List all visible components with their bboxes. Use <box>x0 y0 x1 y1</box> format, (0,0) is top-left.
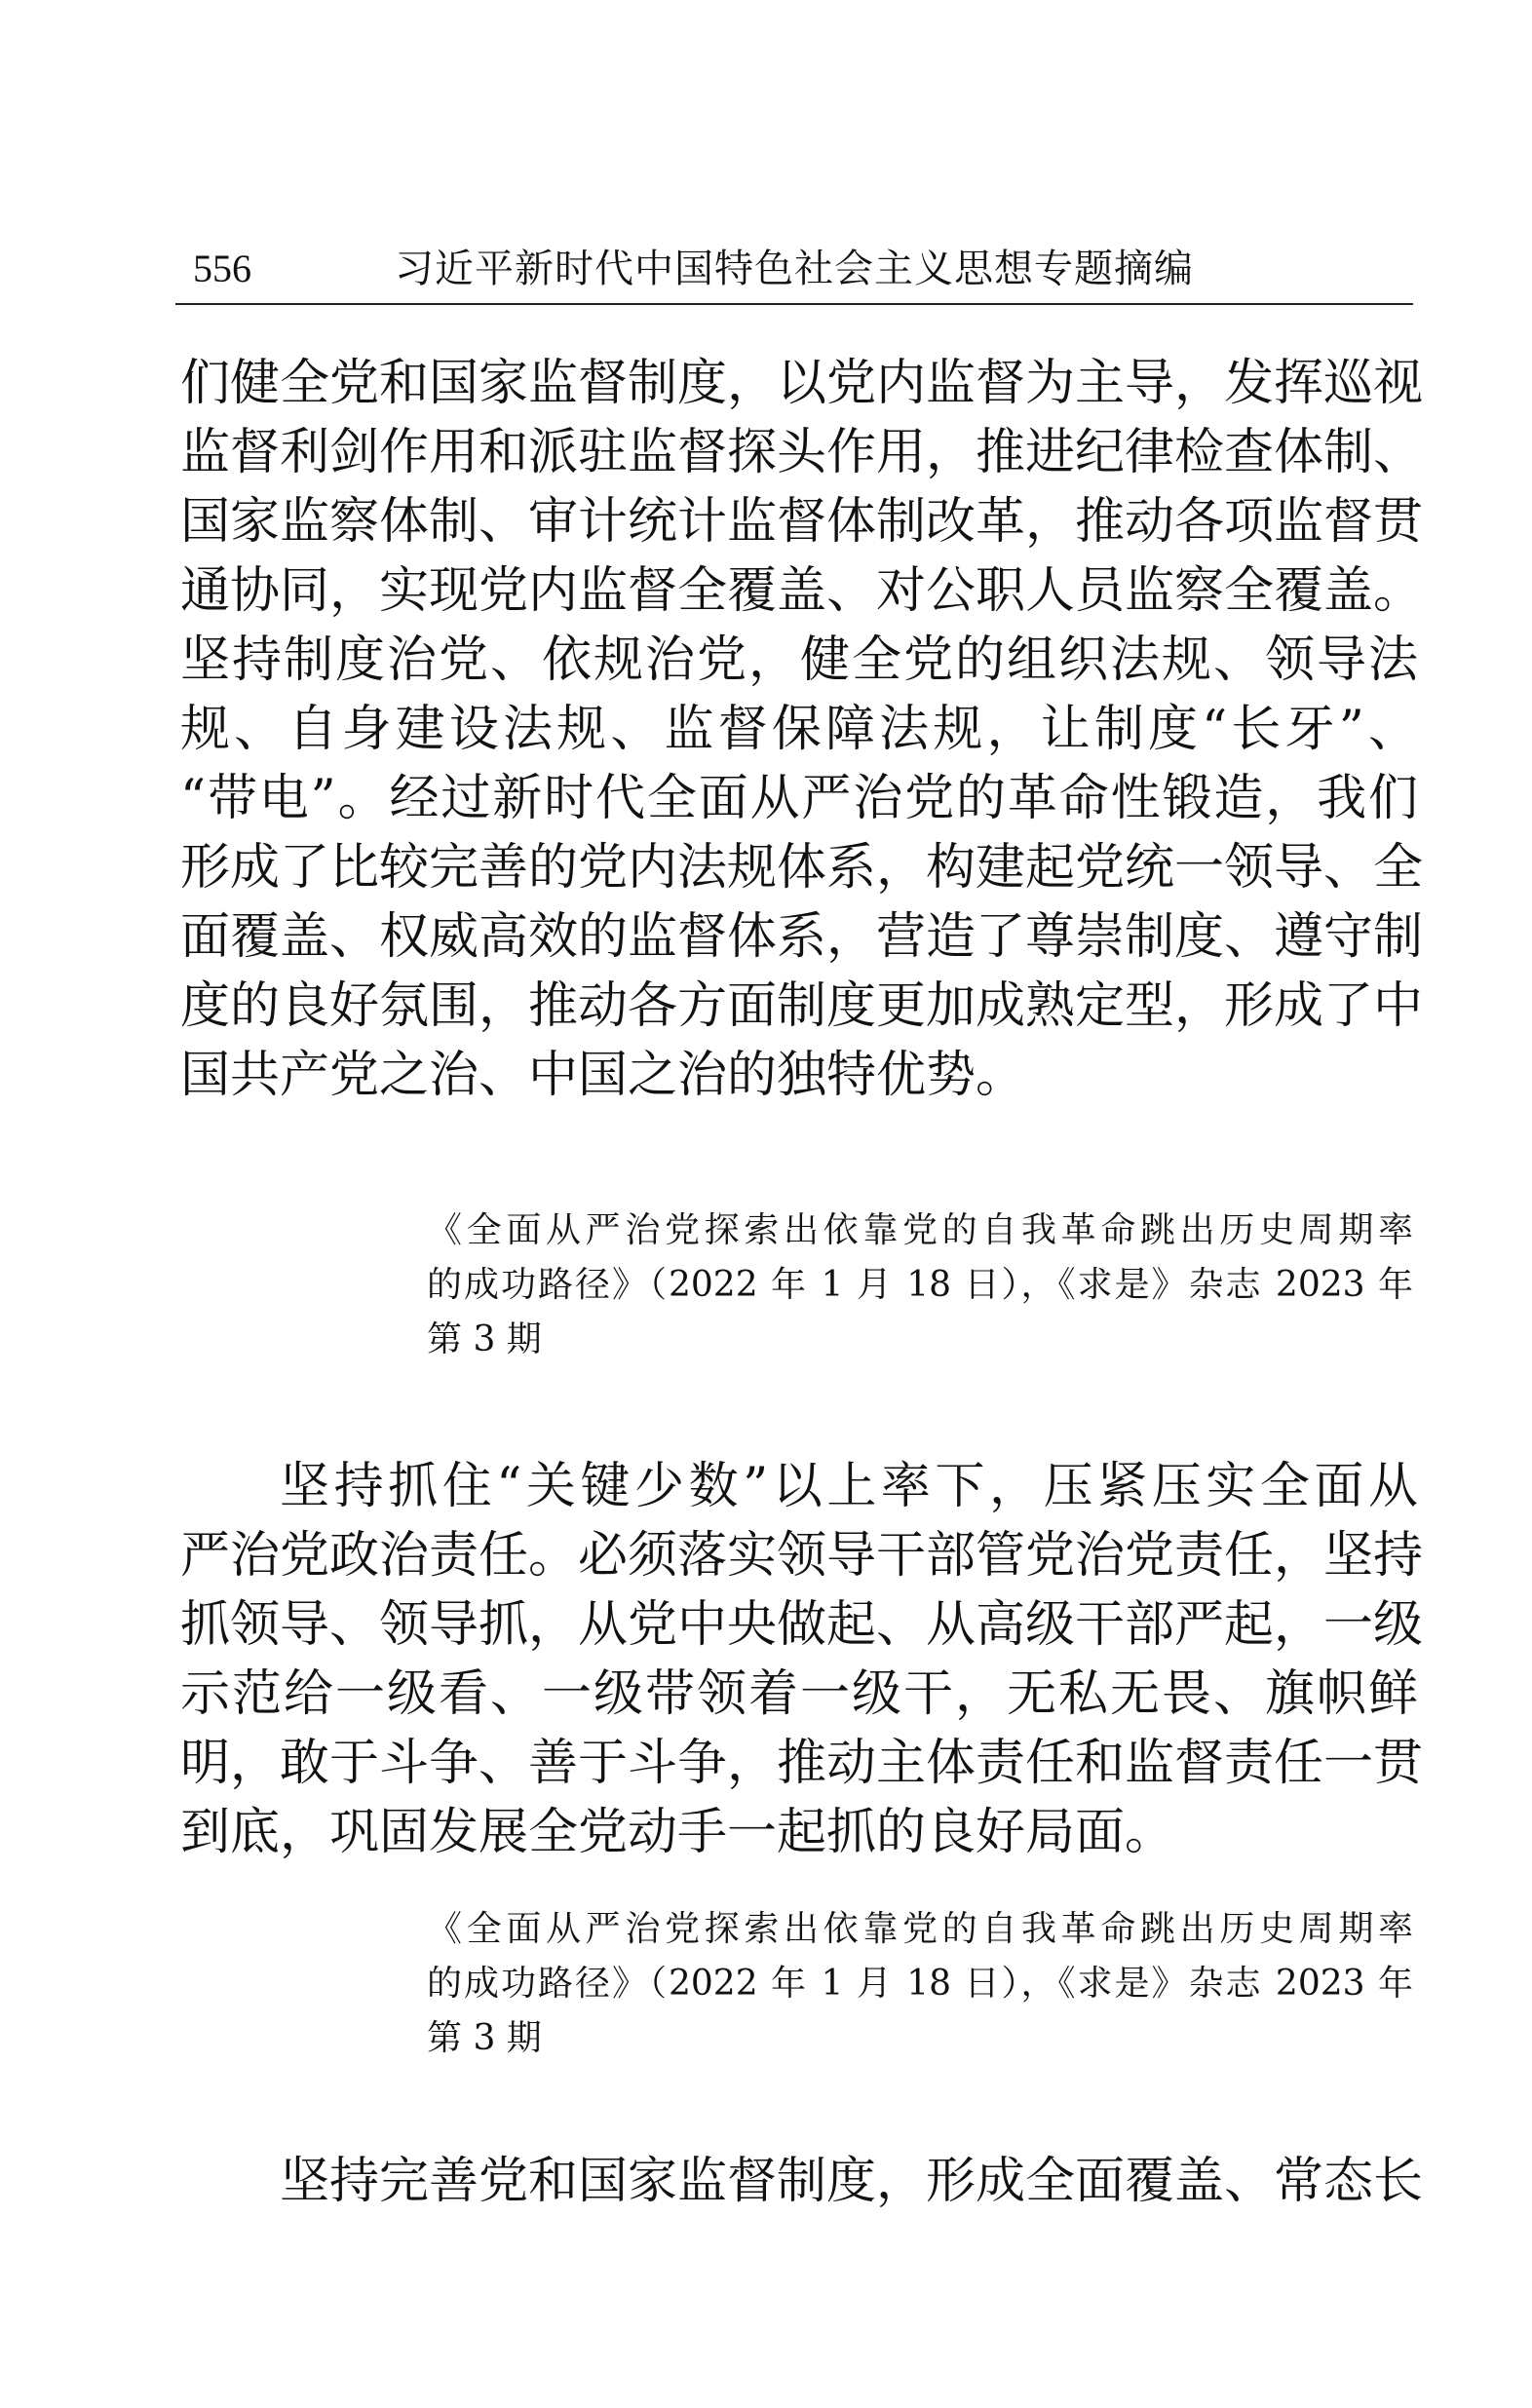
paragraph-3 <box>180 2147 1424 2216</box>
text-line: 严治党政治责任。必须落实领导干部管党治党责任，坚持 <box>180 1527 1424 1585</box>
source-citation-1 <box>427 1204 1413 1367</box>
citation-line: 的成功路径》（2022 年 1 月 18 日），《求是》杂志 2023 年 <box>427 1265 1413 1305</box>
text-line: 抓领导、领导抓，从党中央做起、从高级干部严起，一级 <box>180 1596 1424 1654</box>
paragraph-2 <box>180 1452 1424 1867</box>
citation-line: 第 3 期 <box>427 2018 542 2058</box>
citation-line: 《全面从严治党探索出依靠党的自我革命跳出历史周期率 <box>427 1210 1413 1250</box>
text-line: 坚持完善党和国家监督制度，形成全面覆盖、常态长 <box>280 2153 1424 2210</box>
text-line: 形成了比较完善的党内法规体系，构建起党统一领导、全 <box>180 839 1424 897</box>
text-line: 国共产党之治、中国之治的独特优势。 <box>180 1047 1026 1104</box>
text-line: 坚持抓住“关键少数”以上率下，压紧压实全面从 <box>280 1458 1418 1515</box>
text-line: 规、自身建设法规、监督保障法规，让制度“长牙”、 <box>180 701 1418 758</box>
running-title: 习近平新时代中国特色社会主义思想专题摘编 <box>395 247 1194 291</box>
text-line: 监督利剑作用和派驻监督探头作用，推进纪律检查体制、 <box>180 424 1424 481</box>
citation-line: 《全面从严治党探索出依靠党的自我革命跳出历史周期率 <box>427 1909 1413 1949</box>
text-line: 国家监察体制、审计统计监督体制改革，推动各项监督贯 <box>180 493 1424 551</box>
citation-line: 的成功路径》（2022 年 1 月 18 日），《求是》杂志 2023 年 <box>427 1964 1413 2004</box>
page-header <box>175 242 1413 300</box>
header-rule <box>175 303 1413 305</box>
page-number: 556 <box>193 247 251 290</box>
text-line: 们健全党和国家监督制度，以党内监督为主导，发挥巡视 <box>180 355 1424 412</box>
text-line: 明，敢于斗争、善于斗争，推动主体责任和监督责任一贯 <box>180 1735 1424 1792</box>
source-citation-2 <box>427 1902 1413 2066</box>
paragraph-1 <box>180 349 1424 1110</box>
text-line: 通协同，实现党内监督全覆盖、对公职人员监察全覆盖。 <box>180 562 1424 620</box>
text-line: 示范给一级看、一级带领着一级干，无私无畏、旗帜鲜 <box>180 1665 1418 1723</box>
text-line: 度的良好氛围，推动各方面制度更加成熟定型，形成了中 <box>180 977 1424 1035</box>
text-line: 面覆盖、权威高效的监督体系，营造了尊崇制度、遵守制 <box>180 908 1424 966</box>
citation-line: 第 3 期 <box>427 1319 542 1359</box>
text-line: 坚持制度治党、依规治党，健全党的组织法规、领导法 <box>180 631 1418 689</box>
text-line: 到底，巩固发展全党动手一起抓的良好局面。 <box>180 1804 1175 1861</box>
text-line: “带电”。经过新时代全面从严治党的革命性锻造，我们 <box>180 770 1418 827</box>
